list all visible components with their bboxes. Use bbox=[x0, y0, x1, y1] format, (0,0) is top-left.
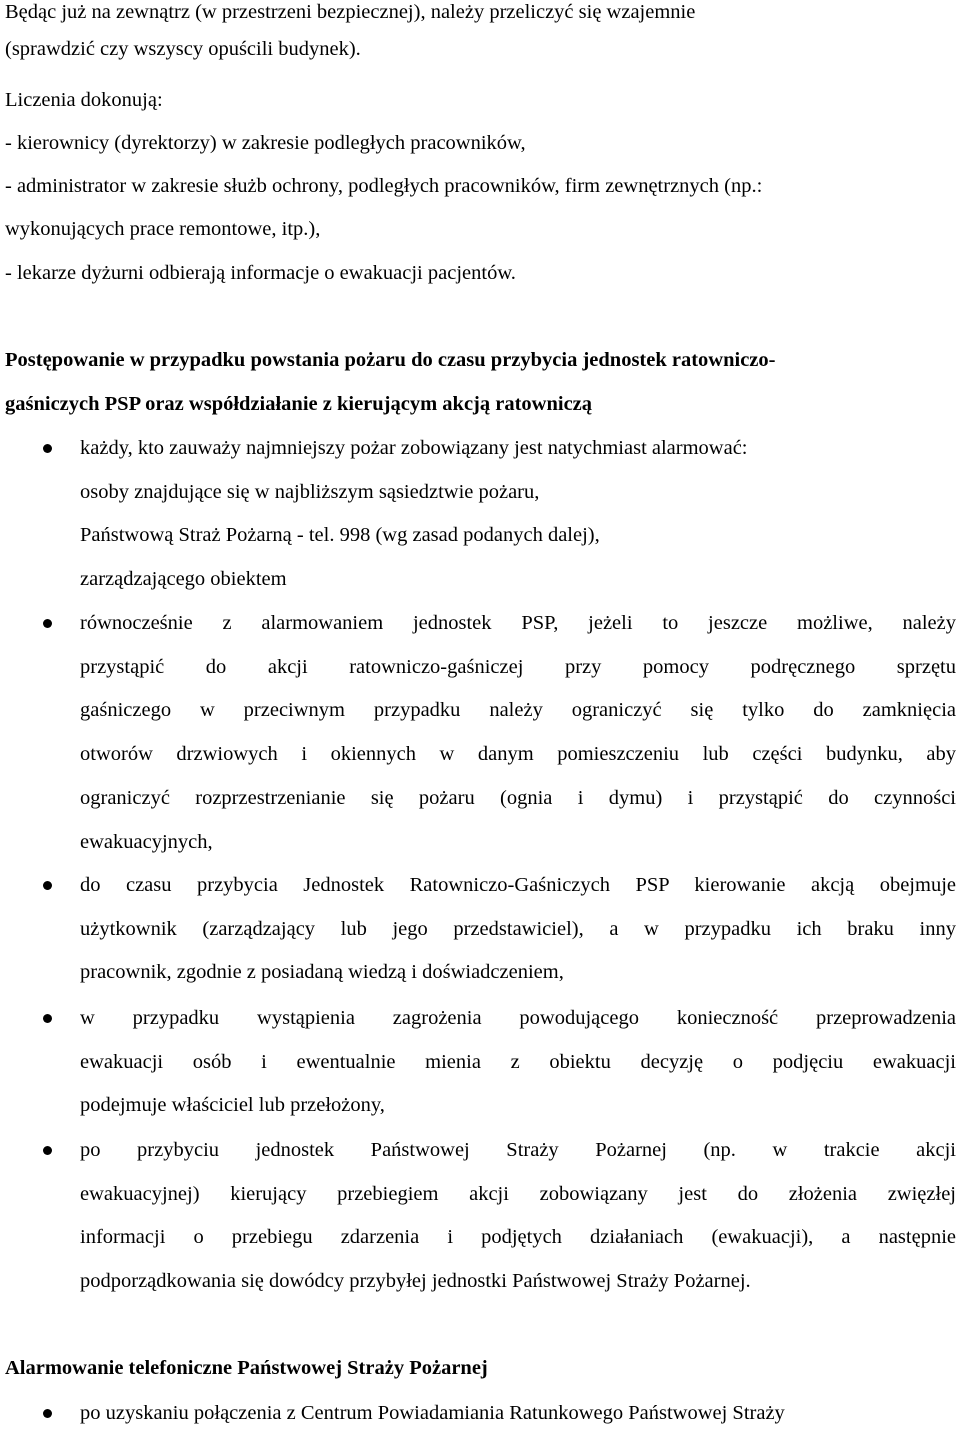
list-item bbox=[80, 1392, 956, 1436]
intro-line: - kierownicy (dyrektorzy) w zakresie podległych pracowników, bbox=[5, 132, 526, 154]
list-item-line: równocześnie z alarmowaniem jednostek PSP, jeżeli to jeszcze możliwe, należy bbox=[80, 612, 956, 634]
list-item-line: ewakuacyjnych, bbox=[80, 830, 213, 853]
intro-line: (sprawdzić czy wszyscy opuścili budynek). bbox=[5, 38, 361, 60]
list-item-line: informacji o przebiegu zdarzenia i podjętych działaniach (ewakuacji), a następnie bbox=[80, 1226, 956, 1249]
list-item-line: po przybyciu jednostek Państwowej Straży Pożarnej (np. w trakcie akcji bbox=[80, 1139, 956, 1161]
section-heading-line: Postępowanie w przypadku powstania pożaru do czasu przybycia jednostek ratowniczo- bbox=[5, 349, 776, 371]
bullet-icon bbox=[43, 1146, 52, 1155]
intro-line: wykonujących prace remontowe, itp.), bbox=[5, 218, 321, 240]
list-item-line: ewakuacyjnej) kierujący przebiegiem akcji zobowiązany jest do złożenia zwięzłej bbox=[80, 1182, 956, 1205]
bullet-icon bbox=[43, 1409, 52, 1418]
bullet-icon bbox=[43, 444, 52, 453]
list-item-line: otworów drzwiowych i okiennych w danym pomieszczeniu lub części budynku, aby bbox=[80, 743, 956, 766]
list-item-line: przystąpić do akcji ratowniczo-gaśniczej przy pomocy podręcznego sprzętu bbox=[80, 655, 956, 678]
intro-line: - administrator w zakresie służb ochrony, podległych pracowników, firm zewnętrznych (np.: bbox=[5, 175, 763, 197]
list-item-line: gaśniczego w przeciwnym przypadku należy ograniczyć się tylko do zamknięcia bbox=[80, 699, 956, 722]
section-heading bbox=[5, 339, 955, 426]
list-item-line: do czasu przybycia Jednostek Ratowniczo-Gaśniczych PSP kierowanie akcją obejmuje bbox=[80, 874, 956, 896]
list-item bbox=[80, 602, 956, 864]
list-item-line: osoby znajdujące się w najbliższym sąsiedztwie pożaru, bbox=[80, 480, 540, 503]
intro-line: Będąc już na zewnątrz (w przestrzeni bezpiecznej), należy przeliczyć się wzajemnie bbox=[5, 1, 696, 23]
list-item bbox=[80, 427, 956, 602]
list-item-line: w przypadku wystąpienia zagrożenia powodującego konieczność przeprowadzenia bbox=[80, 1007, 956, 1029]
intro-line: Liczenia dokonują: bbox=[5, 89, 163, 111]
list-item-line: Państwową Straż Pożarną - tel. 998 (wg zasad podanych dalej), bbox=[80, 524, 600, 547]
list-item-line: każdy, kto zauważy najmniejszy pożar zobowiązany jest natychmiast alarmować: bbox=[80, 437, 748, 459]
list-item-line: zarządzającego obiektem bbox=[80, 568, 287, 591]
list-item bbox=[80, 997, 956, 1128]
list-item-line: podporządkowania się dowódcy przybyłej jednostki Państwowej Straży Pożarnej. bbox=[80, 1270, 751, 1293]
list-item-line: ograniczyć rozprzestrzenianie się pożaru (ognia i dymu) i przystąpić do czynności bbox=[80, 786, 956, 809]
section-heading-line: gaśniczych PSP oraz współdziałanie z kierującym akcją ratowniczą bbox=[5, 392, 593, 415]
bullet-icon bbox=[43, 619, 52, 628]
list-item-line: pracownik, zgodnie z posiadaną wiedzą i doświadczeniem, bbox=[80, 961, 564, 984]
list-item-line: ewakuacji osób i ewentualnie mienia z obiektu decyzję o podjęciu ewakuacji bbox=[80, 1050, 956, 1073]
section-heading-line: Alarmowanie telefoniczne Państwowej Straży Pożarnej bbox=[5, 1357, 488, 1379]
list-item-line: użytkownik (zarządzający lub jego przedstawiciel), a w przypadku ich braku inny bbox=[80, 917, 956, 940]
list-item-line: podejmuje właściciel lub przełożony, bbox=[80, 1094, 385, 1117]
list-item bbox=[80, 864, 956, 995]
intro-line: - lekarze dyżurni odbierają informacje o ewakuacji pacjentów. bbox=[5, 262, 516, 284]
bullet-icon bbox=[43, 881, 52, 890]
list-item-line: po uzyskaniu połączenia z Centrum Powiadamiania Ratunkowego Państwowej Straży bbox=[80, 1402, 785, 1424]
bullet-icon bbox=[43, 1014, 52, 1023]
list-item bbox=[80, 1129, 956, 1304]
section-heading bbox=[5, 1347, 955, 1391]
